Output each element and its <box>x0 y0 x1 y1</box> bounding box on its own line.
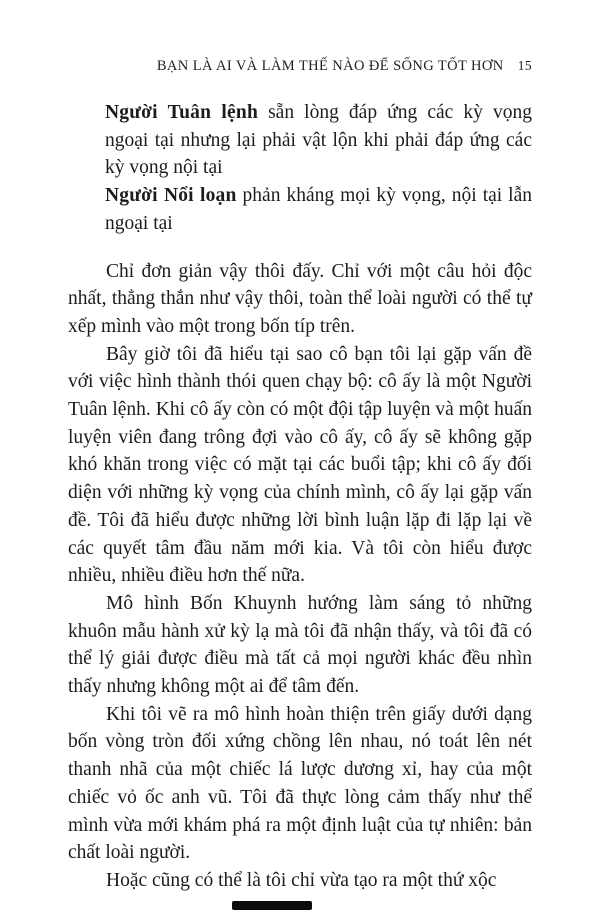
tendency-term-obliger: Người Tuân lệnh <box>105 102 258 123</box>
tendency-definitions-block <box>68 99 532 238</box>
home-indicator-bar[interactable] <box>232 901 312 910</box>
tendency-text-rebel: phản kháng mọi kỳ vọng, nội tại lẫn ngoại tại <box>105 185 532 234</box>
tendency-text-obliger: sẵn lòng đáp ứng các kỳ vọng ngoại tại nhưng lại phải vật lộn khi phải đáp ứng các kỳ vọng nội tại <box>105 102 532 179</box>
paragraph-2: Bây giờ tôi đã hiểu tại sao cô bạn tôi lại gặp vấn đề với việc hình thành thói quen chạy bộ: cô ấy là một Người Tuân lệnh. Khi cô ấy còn có một đội tập luyện và một huấn luyện viên đang trông đợi vào cô ấy, cô ấy sẽ không gặp khó khăn trong việc có mặt tại các buổi tập; khi cô ấy đối diện với những kỳ vọng của chính mình, cô ấy lại gặp vấn đề. Tôi đã hiểu được những lời bình luận lặp đi lặp lại về các quyết tâm đầu năm mới kia. Và tôi còn hiểu được nhiều, nhiều điều hơn thế nữa. <box>68 343 532 587</box>
paragraph-1: Chỉ đơn giản vậy thôi đấy. Chỉ với một câu hỏi độc nhất, thẳng thắn như vậy thôi, toàn thể loài người có thể tự xếp mình vào một trong bốn típ trên. <box>68 260 532 337</box>
definition-obliger <box>105 99 532 182</box>
paragraph-3: Mô hình Bốn Khuynh hướng làm sáng tỏ những khuôn mẫu hành xử kỳ lạ mà tôi đã nhận thấy, và tôi đã có thể lý giải được điều mà tất cả mọi người khác đều nhìn thấy nhưng không một ai để tâm đến. <box>68 592 532 698</box>
body-text <box>68 258 532 895</box>
running-title: BẠN LÀ AI VÀ LÀM THẾ NÀO ĐỂ SỐNG TỐT HƠN <box>156 58 504 74</box>
paragraph-4: Khi tôi vẽ ra mô hình hoàn thiện trên giấy dưới dạng bốn vòng tròn đối xứng chồng lên nhau, nó toát lên nét thanh nhã của một chiếc lá lược dương xỉ, hay của một chiếc vỏ ốc anh vũ. Tôi đã thực lòng cảm thấy như thể mình vừa mới khám phá ra một định luật của tự nhiên: bản chất loài người. <box>68 703 532 864</box>
paragraph-5: Hoặc cũng có thể là tôi chỉ vừa tạo ra một thứ xộc <box>106 869 497 891</box>
definition-rebel <box>105 182 532 237</box>
page-number: 15 <box>517 58 532 73</box>
tendency-term-rebel: Người Nổi loạn <box>105 185 237 207</box>
running-header <box>68 58 532 75</box>
